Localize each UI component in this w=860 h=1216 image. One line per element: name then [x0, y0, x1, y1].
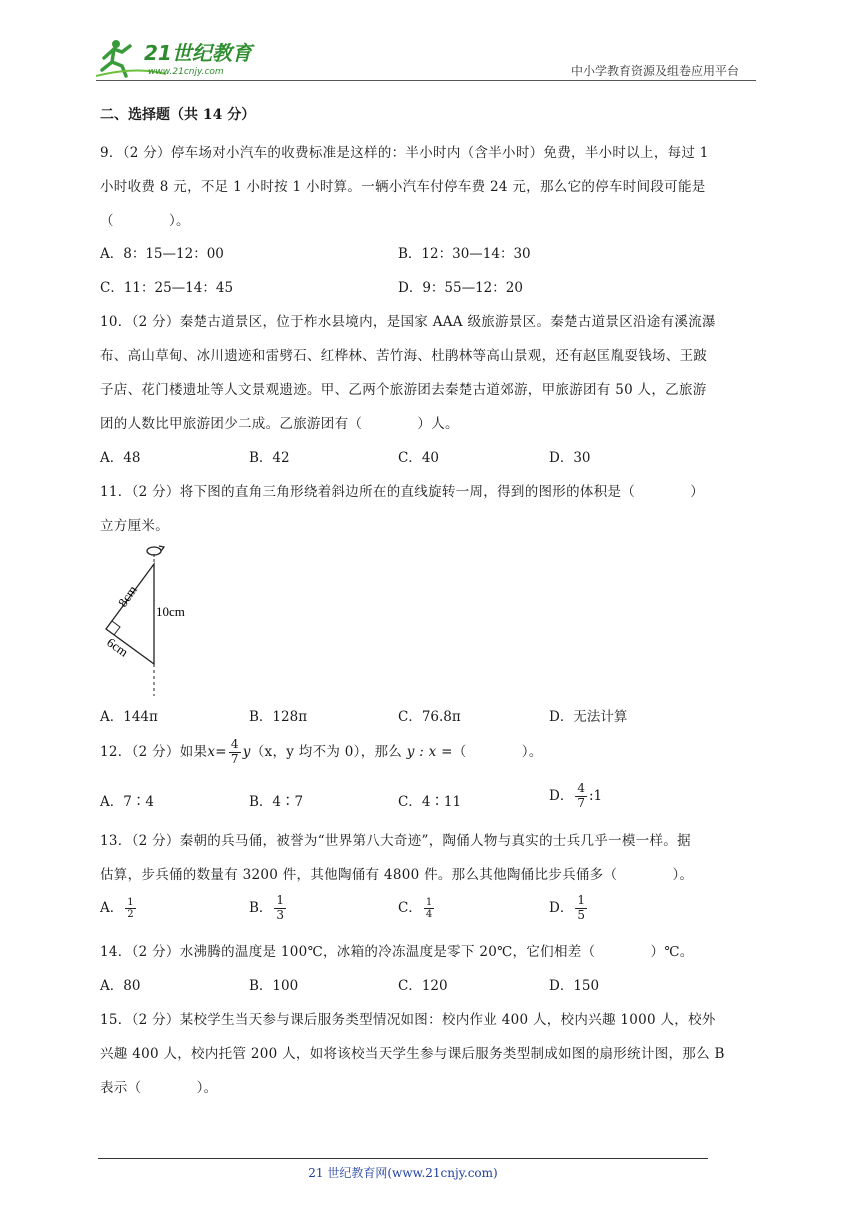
- q12-option-c[interactable]: C．4∶11: [398, 794, 462, 810]
- logo-text: 21世纪教育: [144, 41, 252, 65]
- q13-option-d-den: 5: [577, 908, 585, 922]
- q12-prefix: 12．（2 分）如果: [100, 744, 208, 760]
- q12-frac-num: 4: [230, 737, 239, 752]
- q12-option-d[interactable]: [549, 780, 602, 812]
- q9-line-1: 9．（2 分）停车场对小汽车的收费标准是这样的：半小时内（含半小时）免费，半小时以上，每过 1: [100, 145, 709, 161]
- q13-option-c[interactable]: [398, 893, 436, 923]
- q10-line-4: 团的人数比甲旅游团少二成。乙旅游团有（ ）人。: [100, 416, 459, 432]
- q11-option-a[interactable]: A．144π: [100, 709, 158, 725]
- right-angle-mark: [112, 621, 120, 635]
- q13-option-b[interactable]: [249, 893, 288, 923]
- header-divider: [96, 80, 756, 81]
- right-triangle-figure: [98, 540, 208, 698]
- q9-option-c[interactable]: C．11：25—14：45: [100, 280, 234, 296]
- q9-line-2: 小时收费 8 元，不足 1 小时按 1 小时算。一辆小汽车付停车费 24 元，那么它的停车时间段可能是: [100, 179, 706, 195]
- q12-stem: [100, 736, 543, 768]
- q12-option-d-num: 4: [577, 781, 585, 796]
- footer-divider: [98, 1158, 708, 1159]
- leg-label-8cm: 8cm: [114, 582, 140, 610]
- q13-option-c-num: 1: [425, 896, 433, 908]
- q14-option-a[interactable]: A．80: [100, 978, 141, 994]
- q13-option-a-den: 2: [127, 909, 134, 920]
- q12-option-d-label: D．: [549, 788, 574, 804]
- q9-line-3: （ ）。: [100, 213, 190, 229]
- q10-line-3: 子店、花门楼遗址等人文景观遗迹。甲、乙两个旅游团去秦楚古道郊游，甲旅游团有 50 人，乙旅游: [100, 382, 707, 398]
- q9-option-b[interactable]: B．12：30—14：30: [398, 246, 531, 262]
- q13-option-b-den: 3: [276, 908, 285, 922]
- q12-frac-den: 7: [230, 752, 239, 766]
- hyp-label-10cm: 10cm: [156, 604, 185, 619]
- q13-option-c-den: 4: [425, 909, 433, 920]
- q10-option-d[interactable]: D．30: [549, 450, 591, 466]
- platform-name: 中小学教育资源及组卷应用平台: [571, 64, 740, 78]
- q10-line-1: 10．（2 分）秦楚古道景区，位于柞水县境内，是国家 AAA 级旅游景区。秦楚古道景区沿途有溪流瀑: [100, 314, 716, 330]
- q13-line-2: 估算，步兵俑的数量有 3200 件，其他陶俑有 4800 件。那么其他陶俑比步兵俑多（ ）。: [100, 867, 694, 883]
- q13-option-b-num: 1: [276, 893, 285, 908]
- logo-url: www.21cnjy.com: [148, 67, 224, 77]
- q13-option-a-num: 1: [127, 896, 134, 908]
- q12-option-d-den: 7: [577, 796, 585, 810]
- q13-option-d-fraction: [575, 894, 587, 923]
- q14-option-b[interactable]: B．100: [249, 978, 299, 994]
- q12-var-y: y: [242, 744, 251, 760]
- q13-option-a-fraction: [125, 897, 135, 921]
- q14-option-d[interactable]: D．150: [549, 978, 600, 994]
- q12-fraction: [229, 738, 241, 767]
- q13-option-b-fraction: [274, 894, 286, 923]
- q12-option-a[interactable]: A．7∶4: [100, 794, 154, 810]
- q12-option-d-tail: :1: [588, 788, 603, 804]
- q12-option-b[interactable]: B．4∶7: [249, 794, 304, 810]
- q11-line-1: 11．（2 分）将下图的直角三角形绕着斜边所在的直线旋转一周，得到的图形的体积是（ ）: [100, 484, 705, 500]
- q13-option-a-label: A．: [100, 900, 124, 916]
- footer-text[interactable]: 21 世纪教育网(www.21cnjy.com): [308, 1166, 498, 1180]
- leg-label-6cm: 6cm: [104, 634, 132, 660]
- q13-option-d-label: D．: [549, 900, 574, 916]
- q11-option-b[interactable]: B．128π: [249, 709, 308, 725]
- q12-suffix: （ ）。: [452, 744, 543, 760]
- q10-line-2: 布、高山草甸、冰川遗迹和雷劈石、红桦林、苦竹海、杜鹃林等高山景观，还有赵匡胤耍钱场、王跛: [100, 348, 708, 364]
- q10-option-c[interactable]: C．40: [398, 450, 440, 466]
- q13-line-1: 13．（2 分）秦朝的兵马俑，被誉为“世界第八大奇迹”，陶俑人物与真实的士兵几乎一模一样。据: [100, 833, 691, 849]
- q11-option-c[interactable]: C．76.8π: [398, 709, 461, 725]
- q15-line-1: 15．（2 分）某校学生当天参与课后服务类型情况如图：校内作业 400 人，校内兴趣 1000 人，校外: [100, 1012, 716, 1028]
- q11-option-d[interactable]: D．无法计算: [549, 709, 628, 725]
- q14-line-1: 14．（2 分）水沸腾的温度是 100℃，冰箱的冷冻温度是零下 20℃，它们相差（ ）℃。: [100, 944, 694, 960]
- q9-option-a[interactable]: A．8：15—12：00: [100, 246, 224, 262]
- q13-option-d-num: 1: [577, 893, 585, 908]
- q13-option-c-label: C．: [398, 900, 422, 916]
- q15-line-3: 表示（ ）。: [100, 1080, 218, 1096]
- site-logo: [96, 36, 266, 80]
- q9-option-d[interactable]: D．9：55—12：20: [398, 280, 523, 296]
- q13-option-a[interactable]: [100, 893, 138, 923]
- q10-option-a[interactable]: A．48: [100, 450, 141, 466]
- q11-line-2: 立方厘米。: [100, 518, 169, 534]
- q10-option-b[interactable]: B．42: [249, 450, 290, 466]
- q12-var-x: x: [207, 744, 216, 760]
- q12-middle: （x，y 均不为 0），那么: [250, 744, 403, 760]
- q13-option-c-fraction: [424, 897, 434, 921]
- q14-option-c[interactable]: C．120: [398, 978, 448, 994]
- rotation-arrow-icon: [147, 546, 164, 555]
- section-title: 二、选择题（共 14 分）: [100, 107, 256, 123]
- q12-option-d-fraction: [575, 782, 587, 811]
- q12-ratio: y : x =: [406, 744, 453, 760]
- q12-equals: =: [215, 744, 227, 760]
- q15-line-2: 兴趣 400 人，校内托管 200 人，如将该校当天学生参与课后服务类型制成如图的扇形统计图，那么 B: [100, 1046, 725, 1062]
- q13-option-d[interactable]: [549, 893, 589, 923]
- q13-option-b-label: B．: [249, 900, 273, 916]
